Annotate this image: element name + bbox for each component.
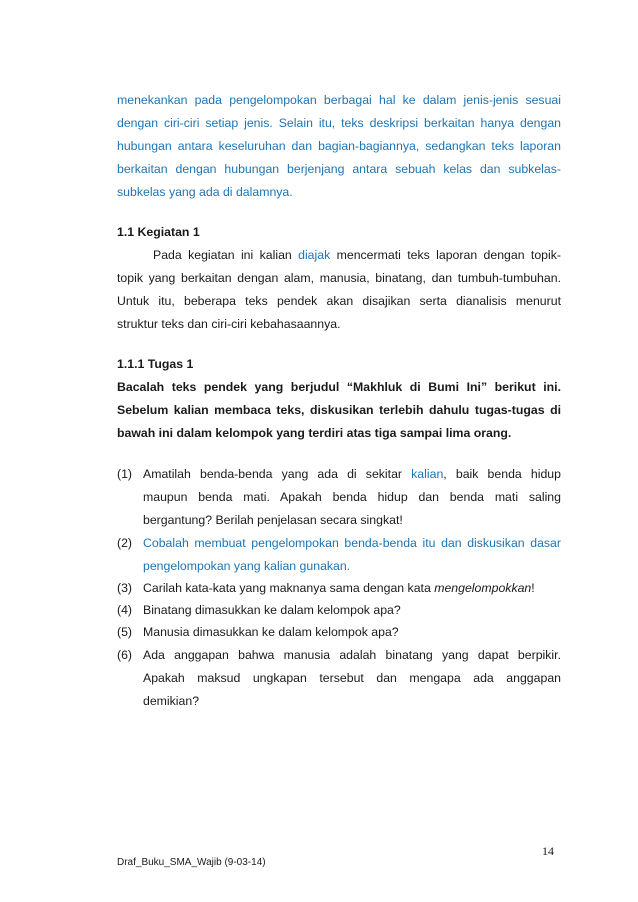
item-number-5: (5) <box>117 625 133 639</box>
italic-word: mengelompokkan <box>434 581 532 595</box>
item-4-line-1: Binatang dimasukkan ke dalam kelompok apa? <box>143 603 401 617</box>
item-1-line-3: bergantung? Berilah penjelasan secara singkat! <box>143 513 403 527</box>
item-3-line-1: Carilah kata-kata yang maknanya sama dengan kata mengelompokkan! <box>143 581 535 595</box>
task-instruction-line-3: bawah ini dalam kelompok yang terdiri atas tiga sampai lima orang. <box>117 426 512 440</box>
footer-document-name: Draf_Buku_SMA_Wajib (9-03-14) <box>117 857 266 868</box>
intro-line-3: hubungan antara keseluruhan dan bagian-bagiannya, sedangkan teks laporan <box>117 139 561 153</box>
intro-line-1: menekankan pada pengelompokan berbagai hal ke dalam jenis-jenis sesuai <box>117 93 561 107</box>
page-number: 14 <box>542 844 554 858</box>
item-1-line-1: Amatilah benda-benda yang ada di sekitar kalian, baik benda hidup <box>143 467 561 481</box>
item-number-4: (4) <box>117 603 133 617</box>
item-number-6: (6) <box>117 648 133 662</box>
item-6-line-3: demikian? <box>143 694 200 708</box>
task-heading: 1.1.1 Tugas 1 <box>117 357 194 371</box>
intro-line-2: dengan ciri-ciri setiap jenis. Selain itu, teks deskripsi berkaitan hanya dengan <box>117 116 561 130</box>
item-2-line-1: Cobalah membuat pengelompokan benda-benda itu dan diskusikan dasar <box>143 536 561 550</box>
item-number-3: (3) <box>117 581 133 595</box>
item-number-2: (2) <box>117 536 133 550</box>
section-para-line-2: topik yang berkaitan dengan alam, manusia, binatang, dan tumbuh-tumbuhan. <box>117 271 561 285</box>
item-2-line-2: pengelompokan yang kalian gunakan. <box>143 559 351 573</box>
item-1-line-2: maupun benda mati. Apakah benda hidup dan benda mati saling <box>143 490 561 504</box>
highlight-word-kalian: kalian <box>411 467 444 481</box>
item-5-line-1: Manusia dimasukkan ke dalam kelompok apa? <box>143 625 399 639</box>
section-para-line-4: struktur teks dan ciri-ciri kebahasaannya. <box>117 317 341 331</box>
section-para-line-3: Untuk itu, beberapa teks pendek akan disajikan serta dianalisis menurut <box>117 294 561 308</box>
item-6-line-1: Ada anggapan bahwa manusia adalah binatang yang dapat berpikir. <box>143 648 561 662</box>
task-instruction-line-1: Bacalah teks pendek yang berjudul “Makhluk di Bumi Ini” berikut ini. <box>117 380 561 394</box>
task-instruction-line-2: Sebelum kalian membaca teks, diskusikan terlebih dahulu tugas-tugas di <box>117 403 561 417</box>
intro-line-5: subkelas yang ada di dalamnya. <box>117 185 293 199</box>
item-number-1: (1) <box>117 467 133 481</box>
highlight-word-diajak: diajak <box>298 248 331 262</box>
section-para-line-1: Pada kegiatan ini kalian diajak mencermati teks laporan dengan topik- <box>153 248 561 262</box>
section-heading: 1.1 Kegiatan 1 <box>117 225 200 239</box>
intro-line-4: berkaitan dengan hubungan berjenjang antara sebuah kelas dan subkelas- <box>117 162 561 176</box>
item-6-line-2: Apakah maksud ungkapan tersebut dan mengapa ada anggapan <box>143 671 561 685</box>
